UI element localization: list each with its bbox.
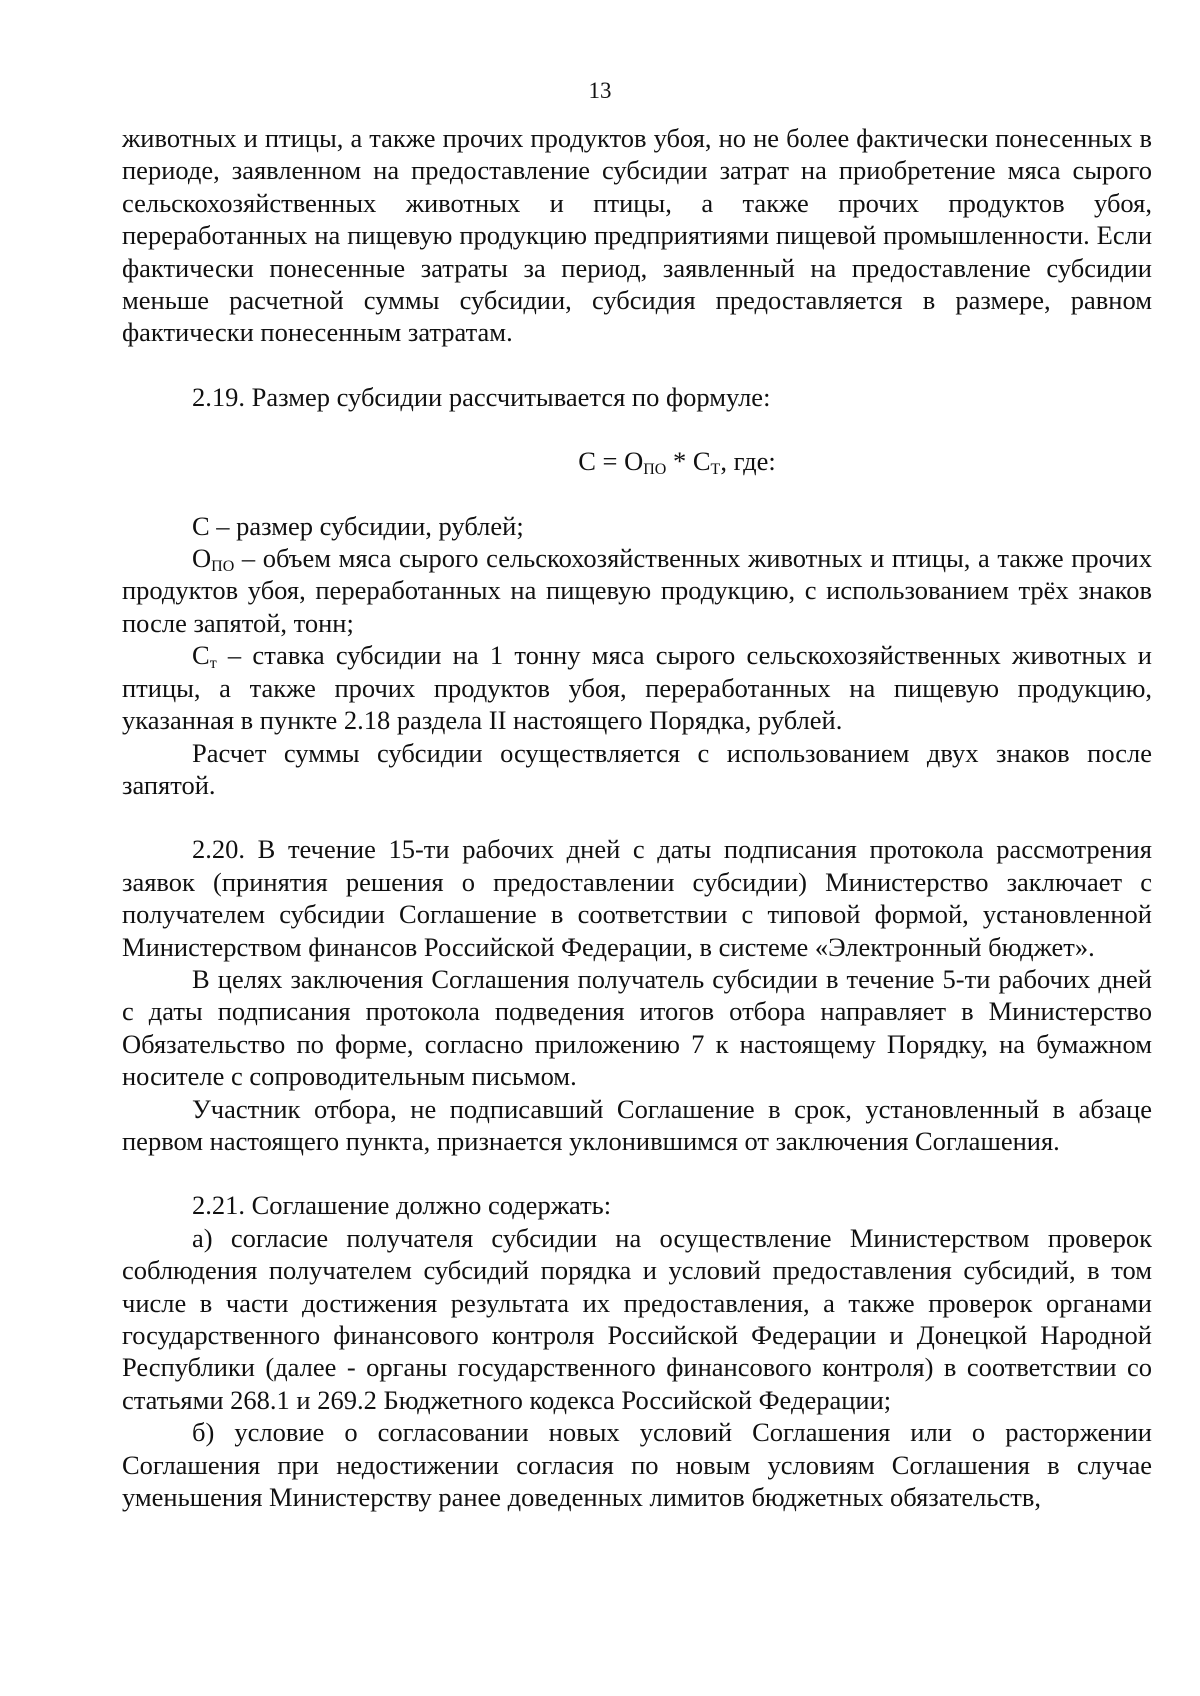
symbol-c-sub: т xyxy=(209,655,217,673)
formula-tail: , где: xyxy=(720,446,776,477)
paragraph-2-21: 2.21. Соглашение должно содержать: xyxy=(192,1190,612,1221)
definition-ct-text: – ставка субсидии на 1 тонну мяса сырого сельскохозяйственных животных и птицы, а также прочих продуктов убоя, переработанных на пищевую продукцию, указанная в пункте 2.18 раздела II настоящего Порядка, рублей. xyxy=(122,640,1152,736)
paragraph-continuation: животных и птицы, а также прочих продуктов убоя, но не более фактически понесенных в периоде, заявленном на предоставление субсидии затрат на приобретение мяса сырого сельскохозяйственных животных и птицы, а также прочих продуктов убоя, переработанных на пищевую продукцию предприятиями пищевой промышленности. Если фактически понесенные затраты за период, заявленный на предоставление субсидии меньше расчетной суммы субсидии, субсидия предоставляется в размере, равном фактически понесенным затратам. xyxy=(122,123,1152,348)
definition-opo xyxy=(122,542,1152,639)
formula-operator: * С xyxy=(666,446,711,477)
document-body xyxy=(122,122,1152,1513)
definition-opo-text: – объем мяса сырого сельскохозяйственных животных и птицы, а также прочих продуктов убоя, переработанных на пищевую продукцию, с использованием трёх знаков после запятой, тонн; xyxy=(122,543,1152,638)
symbol-c: С xyxy=(192,640,210,671)
formula-sub-t: Т xyxy=(710,461,721,479)
formula-lhs: С = О xyxy=(578,446,644,477)
formula-sub-po: ПО xyxy=(643,461,667,479)
paragraph-2-20: 2.20. В течение 15-ти рабочих дней с даты подписания протокола рассмотрения заявок (принятия решения о предоставлении субсидии) Министерство заключает с получателем субсидии Соглашение в соответствии с типовой формой, установленной Министерством финансов Российской Федерации, в системе «Электронный бюджет». xyxy=(122,834,1152,962)
paragraph-item-b: б) условие о согласовании новых условий Соглашения или о расторжении Соглашения при недостижении согласия по новым условиям Соглашения в случае уменьшения Министерству ранее доведенных лимитов бюджетных обязательств, xyxy=(122,1417,1152,1513)
paragraph-obligation: В целях заключения Соглашения получатель субсидии в течение 5-ти рабочих дней с даты подписания протокола подведения итогов отбора направляет в Министерство Обязательство по форме, согласно приложению 7 к настоящему Порядку, на бумажном носителе с сопроводительным письмом. xyxy=(122,963,1152,1092)
symbol-o-sub: ПО xyxy=(211,558,235,576)
subsidy-formula xyxy=(122,445,1152,477)
definition-ct xyxy=(122,639,1152,736)
definition-c: С – размер субсидии, рублей; xyxy=(192,510,524,541)
paragraph-calculation-precision: Расчет суммы субсидии осуществляется с использованием двух знаков после запятой. xyxy=(122,737,1152,800)
page-number: 13 xyxy=(588,78,612,103)
paragraph-2-19: 2.19. Размер субсидии рассчитывается по формуле: xyxy=(192,381,771,412)
paragraph-item-a: а) согласие получателя субсидии на осуществление Министерством проверок соблюдения получателем субсидий порядка и условий предоставления субсидий, в том числе в части достижения результата их предоставления, а также проверок органами государственного финансового контроля Российской Федерации и Донецкой Народной Республики (далее - органы государственного финансового контроля) в соответствии со статьями 268.1 и 269.2 Бюджетного кодекса Российской Федерации; xyxy=(122,1222,1152,1415)
symbol-o: О xyxy=(192,543,212,574)
paragraph-evasion: Участник отбора, не подписавший Соглашение в срок, установленный в абзаце первом настоящего пункта, признается уклонившимся от заключения Соглашения. xyxy=(122,1093,1152,1156)
